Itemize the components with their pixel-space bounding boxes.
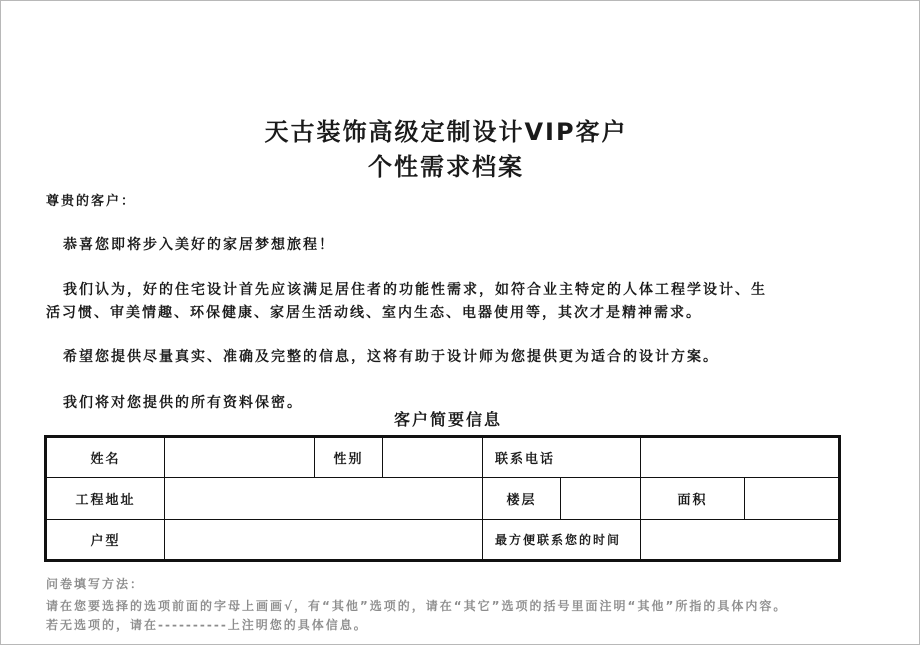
paragraph-request: 希望您提供尽量真实、准确及完整的信息，这将有助于设计师为您提供更为适合的设计方案。 bbox=[63, 349, 719, 365]
instructions-heading: 问卷填写方法： bbox=[46, 577, 145, 591]
paragraph-philosophy-line1: 我们认为，好的住宅设计首先应该满足居住者的功能性需求，如符合业主特定的人体工程学设计、生 bbox=[63, 282, 767, 298]
floor-label: 楼层 bbox=[483, 478, 561, 520]
area-label: 面积 bbox=[641, 478, 745, 520]
address-value-cell bbox=[165, 478, 483, 520]
paragraph-philosophy-line2: 活习惯、审美情趣、环保健康、家居生活动线、室内生态、电器使用等，其次才是精神需求。 bbox=[46, 305, 702, 321]
contact-time-value-cell bbox=[641, 520, 840, 561]
floor-value-cell bbox=[561, 478, 641, 520]
table-row bbox=[46, 520, 840, 561]
customer-info-heading: 客户简要信息 bbox=[393, 410, 502, 429]
layout-value-cell bbox=[165, 520, 483, 561]
instructions-line2: 若无选项的，请在----------上注明您的具体信息。 bbox=[46, 618, 368, 632]
contact-time-label: 最方便联系您的时间 bbox=[483, 520, 641, 561]
document-title-line1: 天古装饰高级定制设计VIP客户 bbox=[264, 118, 628, 146]
table-row bbox=[46, 478, 840, 520]
customer-info-table bbox=[44, 435, 841, 562]
instructions-line1: 请在您要选择的选项前面的字母上画画√，有“其他”选项的，请在“其它”选项的括号里面注明“其他”所指的具体内容。 bbox=[46, 599, 788, 613]
document-title-line2: 个性需求档案 bbox=[368, 153, 524, 181]
area-value-cell bbox=[745, 478, 840, 520]
address-label: 工程地址 bbox=[46, 478, 165, 520]
paragraph-congrats: 恭喜您即将步入美好的家居梦想旅程！ bbox=[63, 237, 335, 253]
gender-label: 性别 bbox=[315, 437, 383, 478]
name-label: 姓名 bbox=[46, 437, 165, 478]
greeting: 尊贵的客户： bbox=[46, 194, 137, 209]
phone-value-cell bbox=[641, 437, 840, 478]
table-row bbox=[46, 437, 840, 478]
layout-label: 户型 bbox=[46, 520, 165, 561]
gender-value-cell bbox=[383, 437, 483, 478]
phone-label: 联系电话 bbox=[483, 437, 641, 478]
paragraph-privacy: 我们将对您提供的所有资料保密。 bbox=[63, 395, 303, 411]
name-value-cell bbox=[165, 437, 315, 478]
